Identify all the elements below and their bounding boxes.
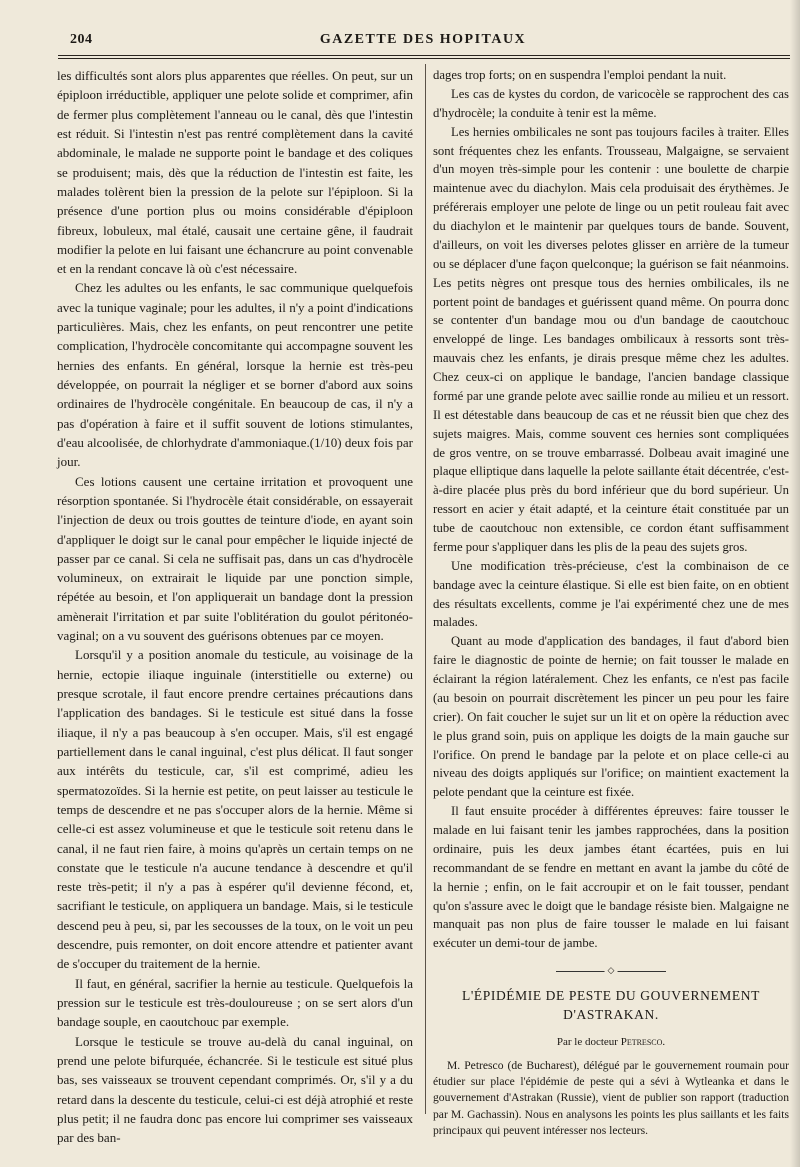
- paragraph: les difficultés sont alors plus apparentes que réelles. On peut, sur un épiploon irréductible, appliquer une pelote solide et comprimer, afin de fermer plus complètement l'anneau ou le canal, dès que l'intestin est réduit. Si l'intestin n'est pas rentré complètement dans la cavité abdominale, le malade ne supporte point le bandage et des coliques se produisent; mais, dès que la réduction de l'intestin est faite, les malades tolèrent bien la pression de la pelote sur l'épiploon. Si la présence d'une portion plus ou moins considérable d'épiploon fibreux, lobuleux, mal étalé, causait une certaine gêne, il faudrait modifier la pelote en lui faisant une échancrure au point convenable et en la rendant concave là où c'est nécessaire.: [57, 68, 413, 277]
- paragraph: Ces lotions causent une certaine irritation et provoquent une résorption spontanée. Si l'hydrocèle était considérable, on essayerait l'injection de deux ou trois gouttes de teinture d'iode, en ayant soin d'appliquer le doigt sur le canal pour empêcher le liquide injecté de passer par ce canal. Si cela ne suffisait pas, dans un cas d'hydrocèle volumineux, on extrairait le liquide par une ponction simple, répétée au besoin, et l'on appliquerait un bandage dont la pression amènerait l'irritation et par suite l'oblitération du goulot péritonéo-vaginal; on a vu souvent des guérisons obtenues par ce moyen.: [57, 473, 413, 644]
- page-number: 204: [70, 32, 93, 47]
- paragraph: Quant au mode d'application des bandages, il faut d'abord bien faire le diagnostic de pointe de hernie; on fait tousser le malade en éclairant la région latéralement. Chez les enfants, ce n'est pas facile (au besoin on pourrait discrètement les pincer un peu pour les faire crier). On fait coucher le sujet sur un lit et on opère la réduction avec le plus grand soin, puis on applique les doigts de la main gauche sur l'orifice. On prend le bandage par la pelote et on place celle-ci au niveau des doigts appliqués sur l'orifice; on maintient exactement la pelote pendant que la ceinture est fixée.: [433, 634, 789, 800]
- article-title: L'ÉPIDÉMIE DE PESTE DU GOUVERNEMENT D'ASTRAKAN.: [462, 988, 760, 1022]
- column-divider: [425, 64, 426, 1114]
- left-column: [57, 66, 413, 1148]
- article-byline: [433, 1033, 789, 1052]
- paragraph: Lorsqu'il y a position anomale du testicule, au voisinage de la hernie, ectopie iliaque inguinale (interstitielle ou externe) ou presque scrotale, il faut encore prendre certaines précautions dans l'application des bandages. Si le testicule est situé dans la fosse iliaque, il n'y a pas beaucoup à s'en occuper. Mais, s'il est engagé partiellement dans le canal inguinal, c'est plus délicat. Il faut songer aux intérêts du testicule, car, s'il est comprimé, adieu les spermatozoïdes. Si la hernie est petite, on peut laisser au testicule le temps de descendre et ne pas s'occuper alors de la hernie. Même si celle-ci est assez volumineuse et que le testicule soit retenu dans le canal, il ne faut rien faire, à moins qu'après un certain temps on ne constate que le testicule n'a aucune tendance à descendre et qu'il reste très-petit; il n'y a pas à espérer qu'il devienne fécond, et, sacrifiant le testicule, on appliquera un bandage. Mais, si le testicule descend peu à peu, si, par les secousses de la toux, on le voit un peu descendre, puis remonter, on doit encore attendre et patienter avant de s'occuper du traitement de la hernie.: [57, 647, 413, 972]
- paragraph: Il faut ensuite procéder à différentes épreuves: faire tousser le malade en lui faisant tenir les jambes rapprochées, dans la position ordinaire, puis les deux jambes étant écartées, puis en lui recommandant de se fendre en mettant en avant la jambe du côté de la hernie ; enfin, on le fait accroupir et on le fait tousser, pendant qu'on s'assure avec le doigt que le bandage résiste bien. Malgaigne ne manquait pas non plus de faire tousser le malade en lui faisant exécuter un demi-tour de jambe.: [433, 804, 789, 951]
- paragraph: M. Petresco (de Bucharest), délégué par le gouvernement roumain pour étudier sur place l'épidémie de peste qui a sévi à Wytleanka et dans le gouvernement d'Astrakan (Russie), vient de publier son rapport (traduction par M. Gachassin). Nous en analysons les points les plus saillants et les faits principaux qui peuvent intéresser nos lecteurs.: [433, 1058, 789, 1137]
- paragraph: Lorsque le testicule se trouve au-delà du canal inguinal, on prend une pelote bifurquée, échancrée. Si le testicule est situé plus bas, ses vaisseaux se trouvent cependant comprimés. Or, s'il y a du retard dans la descente du testicule, celui-ci est déjà atrophié et reste plus petit; il ne faudra donc pas encore lui comprimer ses vaisseaux par des ban-: [57, 1033, 413, 1146]
- header-rule-bottom: [58, 58, 790, 59]
- paragraph: dages trop forts; on en suspendra l'emploi pendant la nuit.: [433, 68, 727, 82]
- running-title: GAZETTE DES HOPITAUX: [319, 32, 527, 47]
- paragraph: Chez les adultes ou les enfants, le sac communique quelquefois avec la tunique vaginale; pour les adultes, il n'y a point d'indications particulières. Mais, chez les enfants, on peut rencontrer une petite complication, l'hydrocèle concomitante qui accompagne souvent les hernies des enfants. En général, lorsque la hernie est très-peu développée, on pourrait la négliger et se borner d'abord aux soins ordinaires de l'hydrocèle congénitale. En beaucoup de cas, il n'y a pas d'opération à faire et il suffit souvent de lotions stimulantes, d'eau alcoolisée, de chlorhydrate d'ammoniaque.(1/10) deux fois par jour.: [57, 280, 413, 470]
- section-separator: ◇: [556, 967, 666, 975]
- page-edge-shadow: [790, 0, 800, 1167]
- paragraph: Les hernies ombilicales ne sont pas toujours faciles à traiter. Elles sont fréquentes chez les enfants. Trousseau, Malgaigne, se servaient d'un moyen très-simple pour les contenir : une boulette de charpie maintenue avec du diachylon. Mais cela produisait des érythèmes. Je préférerais employer une pelote de linge ou un petit rouleau fait avec du diachylon et le maintenir par quelques tours de bande. Souvent, d'ailleurs, on voit les diverses pelotes glisser en arrière de la tumeur ou se déplacer d'une façon quelconque; la guérison se fait néanmoins. Les petits nègres ont presque tous des hernies ombilicales, ils ne portent point de bandages et guérissent quand même. On pourra donc se contenter d'un bandage mou ou d'un bandage de caoutchouc enveloppé de linge. Les bandages ombilicaux à ressorts sont très-mauvais chez les enfants, je dirais presque même chez les adultes. Chez ceux-ci on applique le bandage, l'ancien bandage classique formé par une grande pelote avec saillie ronde au milieu et un ressort. Il est détestable dans beaucoup de cas et ne réussit bien que chez des sujets maigres. Mais, comme souvent ces hernies sont compliquées de gros ventre, on se trouve embarrassé. Dolbeau avait imaginé une plaque elliptique dans laquelle la pelote saillante était décentrée, c'est-à-dire placée plus près du bord inférieur que du bord supérieur. Un ressort en acier y était adapté, et la ceinture était constituée par un tube de caoutchouc non extensible, ce cordon étant suffisamment ferme pour s'appliquer dans les plis de la peau des sujets gros.: [433, 124, 789, 554]
- byline-suffix: .: [662, 1035, 666, 1048]
- byline-author: Petresco: [620, 1035, 663, 1048]
- article-body: [433, 1058, 789, 1139]
- page-header: [58, 30, 788, 52]
- right-column: [433, 66, 789, 1139]
- paragraph: Une modification très-précieuse, c'est la combinaison de ce bandage avec la ceinture élastique. Si elle est bien faite, on en obtient des résultats excellents, comme je l'ai expérimenté chez une de mes malades.: [433, 558, 789, 630]
- byline-prefix: Par le docteur: [556, 1035, 618, 1048]
- paragraph: Il faut, en général, sacrifier la hernie au testicule. Quelquefois la pression sur le testicule est très-douloureuse ; on se sert alors d'un bandage souple, en caoutchouc par exemple.: [57, 975, 413, 1030]
- header-rule-top: [58, 55, 790, 56]
- paragraph: Les cas de kystes du cordon, de varicocèle se rapprochent des cas d'hydrocèle; la conduite à tenir est la même.: [433, 86, 789, 120]
